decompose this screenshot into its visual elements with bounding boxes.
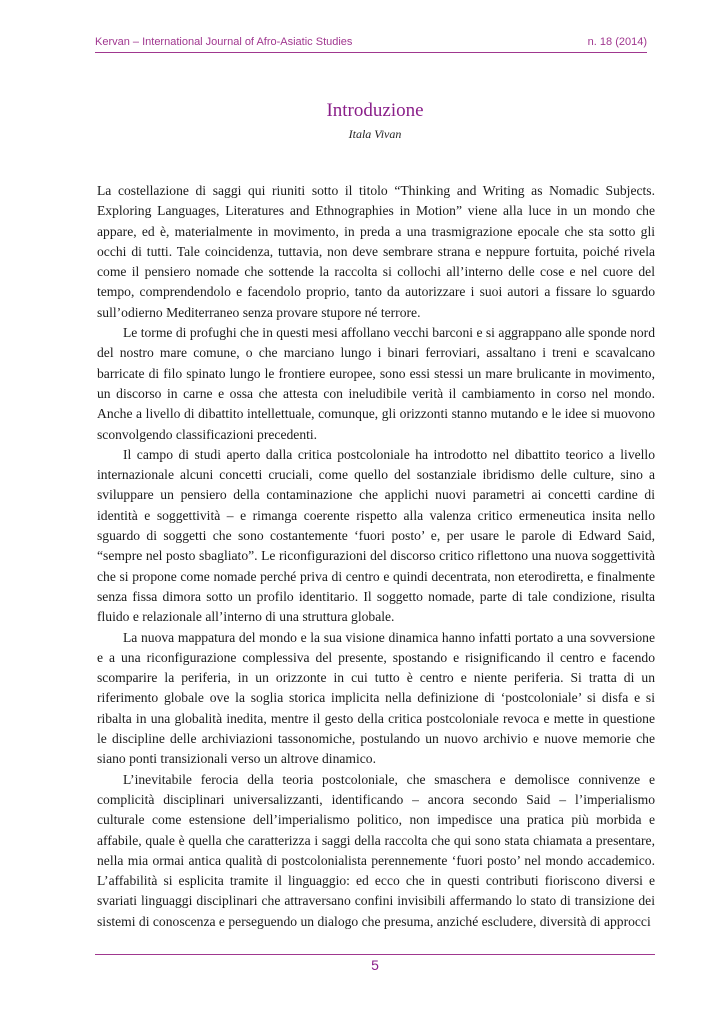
paragraph: La costellazione di saggi qui riuniti sotto il titolo “Thinking and Writing as Nomadic Subjects. Exploring Languages, Literatures and Ethnographies in Motion” viene alla luce in un mondo che appare, ed è, materialmente in movimento, in preda a una trasmigrazione epocale che sta sotto gli occhi di tutti. Tale coincidenza, tuttavia, non deve sembrare strana e neppure fortuita, poiché rivela come il pensiero nomade che sottende la raccolta si collochi all’interno delle cose e nel cuore del tempo, comprendendolo e facendolo proprio, tanto da autorizzare i suoi autori a fissare lo sguardo sull’odierno Mediterraneo senza provare stupore né terrore. xyxy=(97,183,655,320)
paragraph: L’inevitabile ferocia della teoria postcoloniale, che smaschera e demolisce connivenze e complicità disciplinari universalizzanti, identificando – ancora secondo Said – l’imperialismo culturale come estensione dell’imperialismo politico, non impedisce una pratica più morbida e affabile, quale è quella che caratterizza i saggi della raccolta che qui sono stata chiamata a presentare, nella mia ormai antica qualità di postcolonialista perennemente ‘fuori posto’ nel mondo accademico. L’affabilità si esplicita tramite il linguaggio: ed ecco che in questi contributi fioriscono diversi e svariati linguaggi disciplinari che attraversano confini invisibili affermando lo stato di transizione dei sistemi di conoscenza e perseguendo un dialogo che presuma, anziché escludere, diversità di approcci xyxy=(97,771,655,929)
article-title: Introduzione xyxy=(326,100,424,121)
journal-name: Kervan – International Journal of Afro-Asiatic Studies xyxy=(95,36,353,48)
paragraph: Il campo di studi aperto dalla critica postcoloniale ha introdotto nel dibattito teorico a livello internazionale alcuni concetti cruciali, come quello del sostanziale ibridismo delle culture, sino a sviluppare un pensiero della contaminazione che applichi nuovi parametri ai concetti cardine di identità e soggettività – e rimanga coerente rispetto alla valenza critico ermeneutica insita nello sguardo di soggetti che sono costantemente ‘fuori posto’ e, per usare le parole di Edward Said, “sempre nel posto sbagliato”. Le riconfigurazioni del discorso critico riflettono una nuova soggettività che si propone come nomade perché priva di centro e quindi decentrata, non eterodiretta, e finalmente senza fissa dimora sotto un profilo identitario. Il soggetto nomade, parte di tale condizione, risulta fluido e relazionale all’interno di una struttura globale. xyxy=(97,446,655,625)
running-header xyxy=(95,36,647,53)
article-body xyxy=(97,181,655,932)
page-number: 5 xyxy=(371,957,379,973)
footer-divider xyxy=(95,954,655,955)
paragraph: La nuova mappatura del mondo e la sua visione dinamica hanno infatti portato a una sovversione e a una riconfigurazione complessiva del presente, spostando e risignificando il centro e facendo scomparire la periferia, in un orizzonte in cui tutto è centro e niente periferia. Si tratta di un riferimento globale ove la soglia storica implicita nella definizione di ‘postcoloniale’ si disfa e si ribalta in una globalità inedita, mentre il gesto della critica postcoloniale revoca e mette in questione le discipline delle archiviazioni tassonomiche, postulando un nuovo archivio e nuove memorie che siano ponti transizionali verso un altrove dinamico. xyxy=(97,629,655,767)
paragraph: Le torme di profughi che in questi mesi affollano vecchi barconi e si aggrappano alle sponde nord del nostro mare comune, o che marciano lungo i binari ferroviari, assaltano i treni e scavalcano barricate di filo spinato lungo le frontiere europee, sono essi stessi un mare brulicante in movimento, un discorso in carne e ossa che attesta con ineludibile verità il cambiamento in corso nel mondo. Anche a livello di dibattito intellettuale, comunque, gli orizzonti stanno mutando e le idee si muovono sconvolgendo classificazioni precedenti. xyxy=(97,325,656,442)
issue-number: n. 18 (2014) xyxy=(587,36,647,48)
article-author: Itala Vivan xyxy=(348,127,402,141)
